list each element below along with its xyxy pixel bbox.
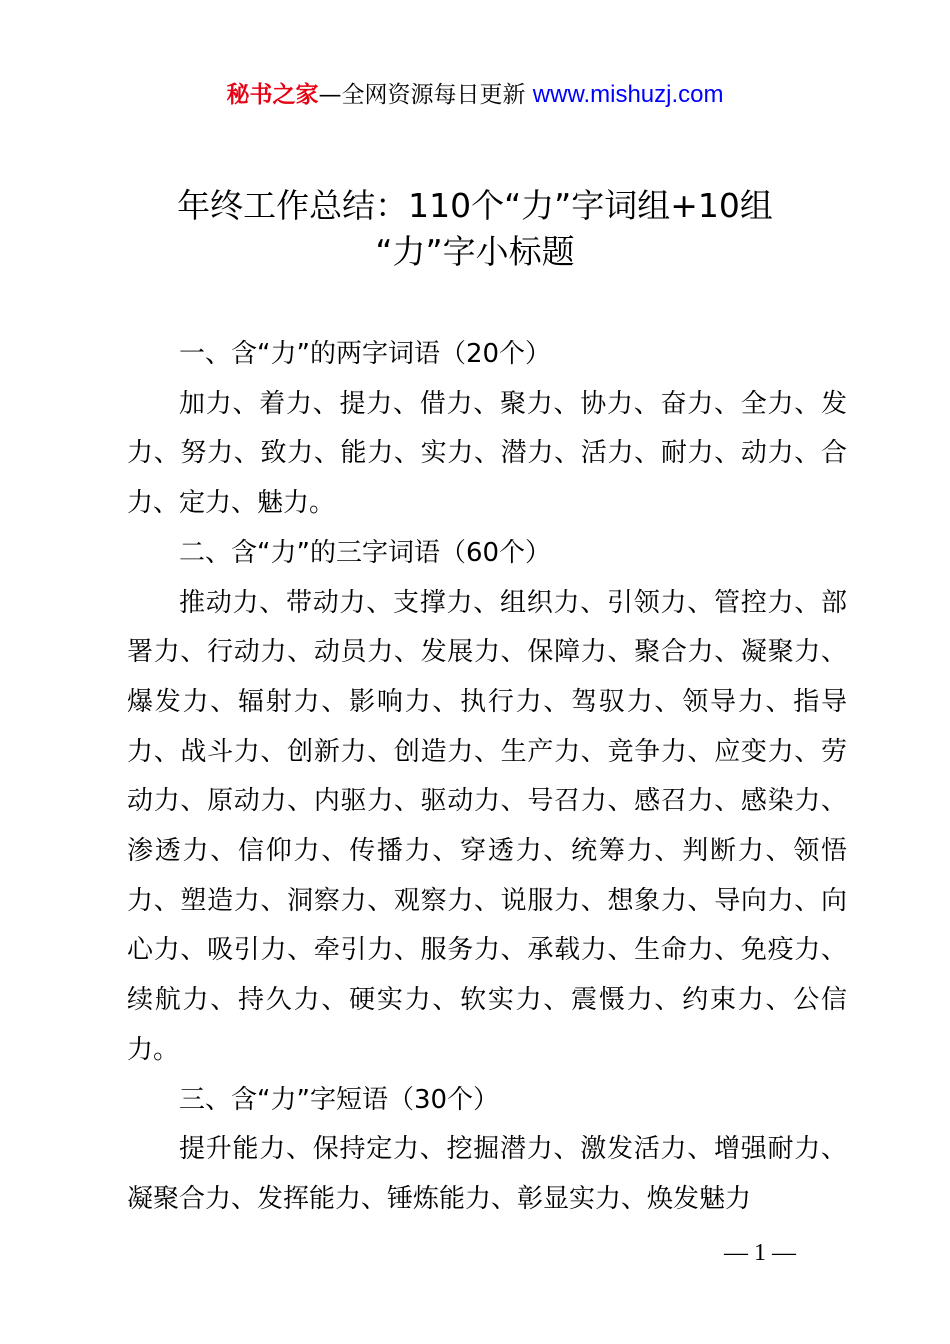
header-url-link[interactable]: www.mishuzj.com — [532, 81, 724, 108]
brand-name: 秘书之家 — [226, 82, 319, 108]
header-tagline: —全网资源每日更新 — [318, 82, 533, 108]
section-heading: 三、含“力”字短语（30个） — [179, 1084, 500, 1115]
section-heading: 二、含“力”的三字词语（60个） — [179, 537, 552, 568]
document-title — [100, 183, 850, 275]
title-line-1: 年终工作总结：110个“力”字词组+10组 — [177, 186, 773, 225]
title-line-2: “力”字小标题 — [375, 232, 575, 271]
section-paragraph: 推动力、带动力、支撑力、组织力、引领力、管控力、部署力、行动力、动员力、发展力、保障力、聚合力、凝聚力、爆发力、辐射力、影响力、执行力、驾驭力、领导力、指导力、战斗力、创新力、创造力、生产力、竞争力、应变力、劳动力、原动力、内驱力、驱动力、号召力、感召力、感染力、渗透力、信仰力、传播力、穿透力、统筹力、判断力、领悟力、塑造力、洞察力、观察力、说服力、想象力、导向力、向心力、吸引力、牵引力、服务力、承载力、生命力、免疫力、续航力、持久力、硬实力、软实力、震慑力、约束力、公信力。 — [127, 587, 847, 1065]
page-number: — 1 — — [724, 1240, 796, 1266]
section-paragraph: 提升能力、保持定力、挖掘潜力、激发活力、增强耐力、凝聚合力、发挥能力、锤炼能力、彰显实力、焕发魅力 — [127, 1134, 847, 1214]
site-header — [0, 78, 950, 112]
section-paragraph: 加力、着力、提力、借力、聚力、协力、奋力、全力、发力、努力、致力、能力、实力、潜力、活力、耐力、动力、合力、定力、魅力。 — [127, 388, 847, 519]
section-heading: 一、含“力”的两字词语（20个） — [179, 339, 552, 369]
document-body — [127, 330, 847, 1225]
